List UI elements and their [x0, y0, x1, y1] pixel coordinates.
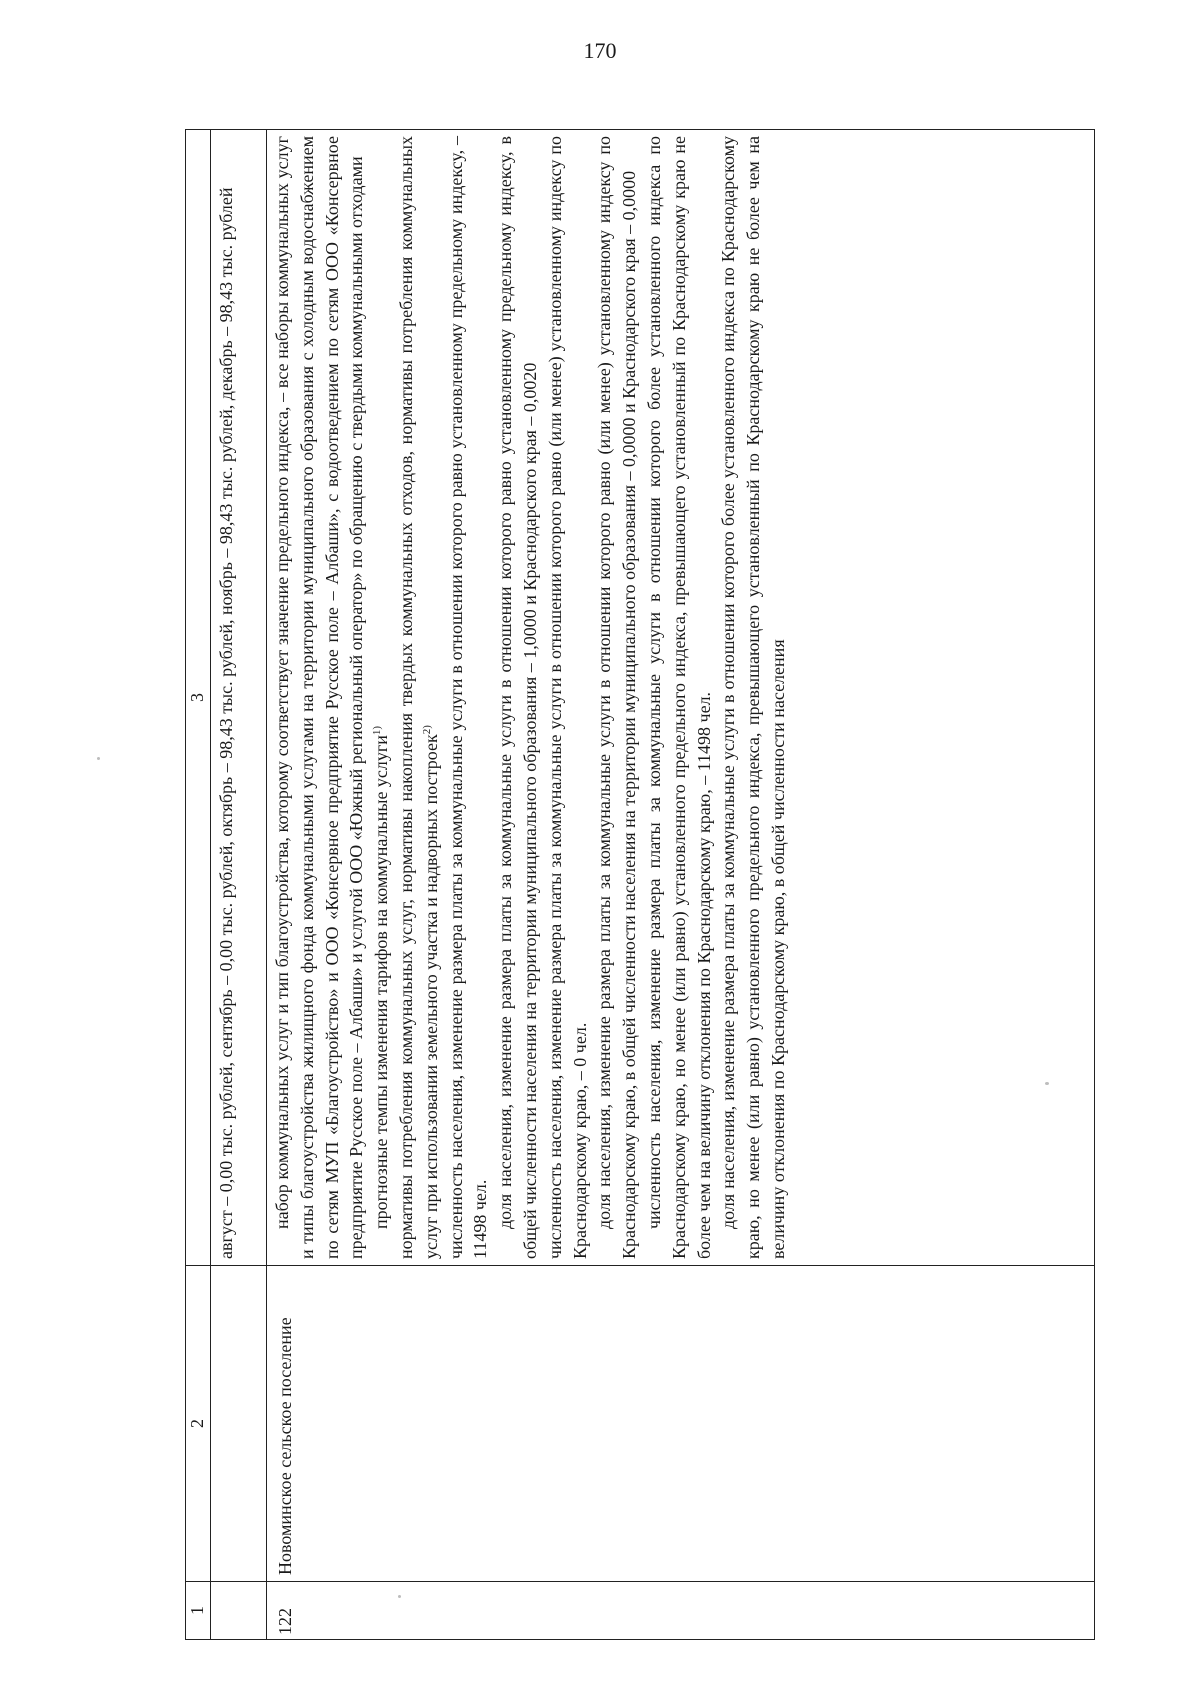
scan-speck [1045, 1082, 1049, 1085]
population-less-paragraph: численность населения, изменение размера платы за коммунальные услуги в отношении которого равно (или менее) установленному индексу по Краснодарскому краю, – 0 чел. [544, 136, 590, 1259]
row-details-cell [267, 130, 1095, 1266]
settlement-name: Новоминское сельское поселение [267, 1266, 1095, 1582]
row-number: 122 [267, 1582, 1095, 1640]
page-number: 170 [583, 38, 617, 63]
header-col-1: 1 [186, 1582, 211, 1640]
footnote-ref-1: 1) [371, 725, 384, 736]
continuation-row [211, 130, 267, 1640]
scan-speck [97, 757, 100, 760]
tariff-forecast-paragraph [369, 136, 394, 1259]
rotated-table-container [185, 130, 1095, 1640]
share-more-paragraph: доля населения, изменение размера платы за коммунальные услуги в отношении которого более установленного индекса по Краснодарскому краю, но менее (или равно) установленного предельного индекса, превышающего установленный по Краснодарскому краю не более чем на величину отклонения по Краснодарскому краю, в общей численности населения [718, 136, 788, 1259]
norms-text: нормативы потребления коммунальных услуг, нормативы накопления твердых коммунальных отходов, нормативы потребления коммунальных услуг при использовании земельного участка и надворных построек [395, 136, 441, 1259]
tariff-forecast-text: прогнозные темпы изменения тарифов на коммунальные услуги [371, 735, 392, 1229]
norms-paragraph [394, 136, 444, 1259]
population-equal-paragraph: численность населения, изменение размера платы за коммунальные услуги в отношении которого равно установленному предельному индексу, – 11498 чел. [445, 136, 491, 1259]
table-row-122 [267, 130, 1095, 1640]
continuation-text: август – 0,00 тыс. рублей, сентябрь – 0,00 тыс. рублей, октябрь – 98,43 тыс. рублей, ноябрь – 98,43 тыс. рублей, декабрь – 98,43 тыс. рублей [216, 187, 236, 1259]
share-equal-paragraph: доля населения, изменение размера платы за коммунальные услуги в отношении которого равно установленному предельному индексу, в общей численности населения на территории муниципального образования – 1,0000 и Краснодарского края – 0,0020 [495, 136, 540, 1259]
share-less-paragraph: доля населения, изменение размера платы за коммунальные услуги в отношении которого равно (или менее) установленному индексу по Краснодарскому краю, в общей численности населения на территории муниципального образования – 0,0000 и Краснодарского края – 0,0000 [594, 136, 640, 1259]
continuation-cell [211, 130, 267, 1266]
empty-cell [211, 1266, 267, 1582]
table-header-row [186, 130, 211, 1640]
utility-set-paragraph: набор коммунальных услуг и тип благоустройства, которому соответствует значение предельного индекса, – все наборы коммунальных услуг и типы благоустройства жилищного фонда коммунальными услугами на территории муниципального образования с холодным водоснабжением по сетям МУП «Благоустройство» и ООО «Консервное предприятие Русское поле – Албаши», с водоотведением по сетям ООО «Консервное предприятие Русское поле – Албаши» и услугой ООО «Южный региональный оператор» по обращению с твердыми коммунальными отходами [272, 136, 367, 1259]
population-more-paragraph: численность населения, изменение размера платы за коммунальные услуги в отношении которого более установленного индекса по Краснодарскому краю, но менее (или равно) установленного предельного индекса, превышающего установленный по Краснодарскому краю не более чем на величину отклонения по Краснодарскому краю, – 11498 чел. [643, 136, 714, 1259]
footnote-ref-2: 2) [420, 725, 433, 735]
header-col-3: 3 [186, 130, 211, 1266]
scan-speck [398, 1595, 401, 1598]
header-col-2: 2 [186, 1266, 211, 1582]
empty-cell [211, 1582, 267, 1640]
tariff-table [185, 129, 1095, 1640]
